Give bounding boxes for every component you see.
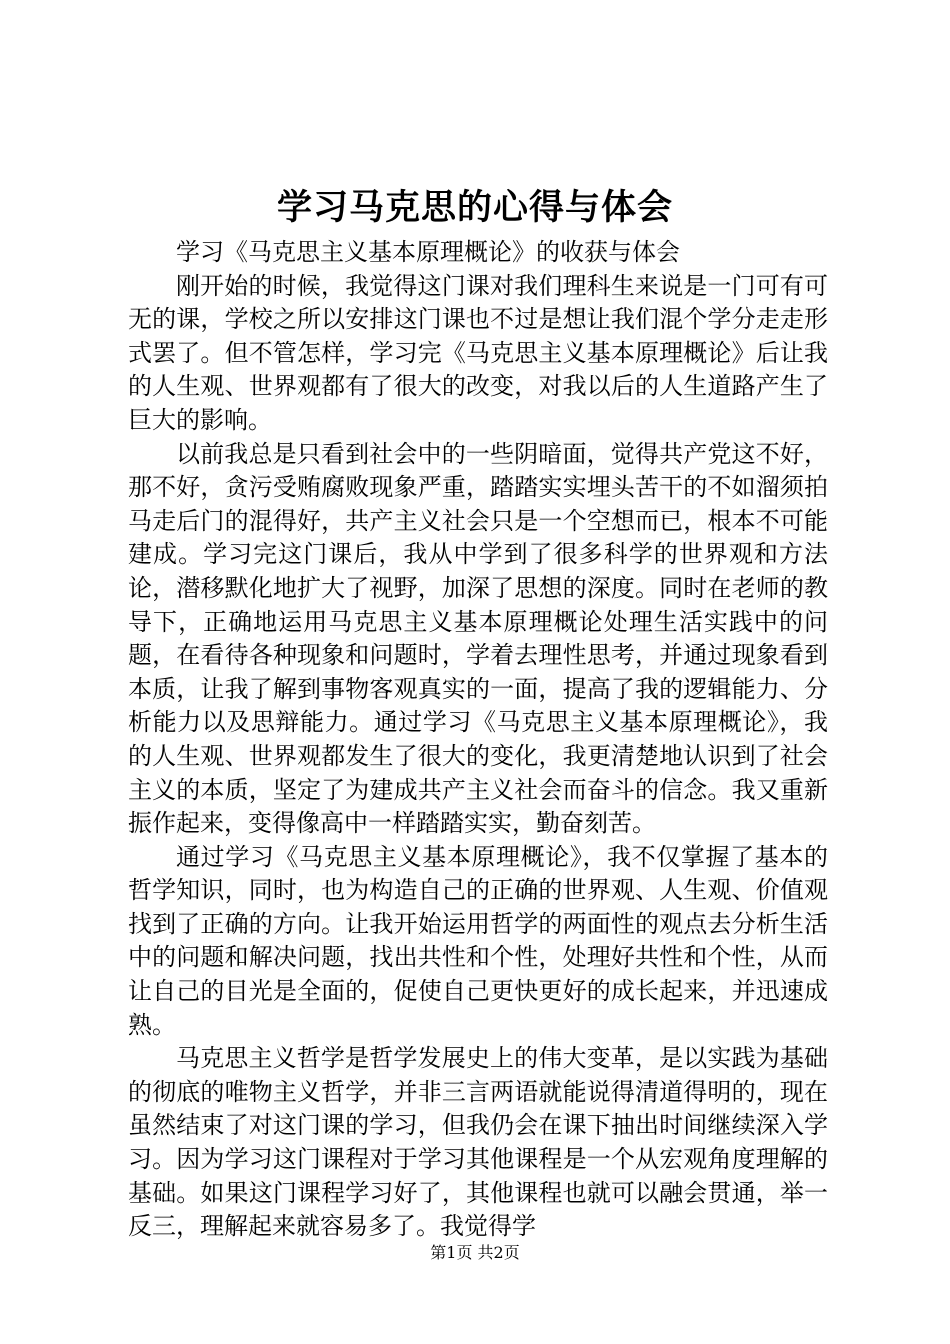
- body-paragraph-3: 通过学习《马克思主义基本原理概论》，我不仅掌握了基本的哲学知识，同时，也为构造自己的正确的世界观、人生观、价值观找到了正确的方向。让我开始运用哲学的两面性的观点去分析生活中的问题和解决问题，找出共性和个性，处理好共性和个性，从而让自己的目光是全面的，促使自己更快更好的成长起来，并迅速成熟。: [128, 842, 828, 1039]
- document-body: [128, 236, 828, 1244]
- page-footer: 第1页 共2页: [430, 1243, 520, 1262]
- body-paragraph-1: 刚开始的时候，我觉得这门课对我们理科生来说是一门可有可无的课，学校之所以安排这门课也不过是想让我们混个学分走走形式罢了。但不管怎样，学习完《马克思主义基本原理概论》后让我的人生观、世界观都有了很大的改变，对我以后的人生道路产生了巨大的影响。: [128, 271, 828, 434]
- body-paragraph-2: 以前我总是只看到社会中的一些阴暗面，觉得共产党这不好，那不好，贪污受贿腐败现象严重，踏踏实实埋头苦干的不如溜须拍马走后门的混得好，共产主义社会只是一个空想而已，根本不可能建成。学习完这门课后，我从中学到了很多科学的世界观和方法论，潜移默化地扩大了视野，加深了思想的深度。同时在老师的教导下，正确地运用马克思主义基本原理概论处理生活实践中的问题，在看待各种现象和问题时，学着去理性思考，并通过现象看到本质，让我了解到事物客观真实的一面，提高了我的逻辑能力、分析能力以及思辩能力。通过学习《马克思主义基本原理概论》，我的人生观、世界观都发生了很大的变化，我更清楚地认识到了社会主义的本质，坚定了为建成共产主义社会而奋斗的信念。我又重新振作起来，变得像高中一样踏踏实实，勤奋刻苦。: [128, 439, 828, 838]
- page-title: 学习马克思的心得与体会: [276, 187, 673, 228]
- subtitle-paragraph: 学习《马克思主义基本原理概论》的收获与体会: [176, 238, 680, 266]
- body-paragraph-4: 马克思主义哲学是哲学发展史上的伟大变革，是以实践为基础的彻底的唯物主义哲学，并非三言两语就能说得清道得明的，现在虽然结束了对这门课的学习，但我仍会在课下抽出时间继续深入学习。因为学习这门课程对于学习其他课程是一个从宏观角度理解的基础。如果这门课程学习好了，其他课程也就可以融会贯通，举一反三，理解起来就容易多了。我觉得学: [128, 1044, 828, 1241]
